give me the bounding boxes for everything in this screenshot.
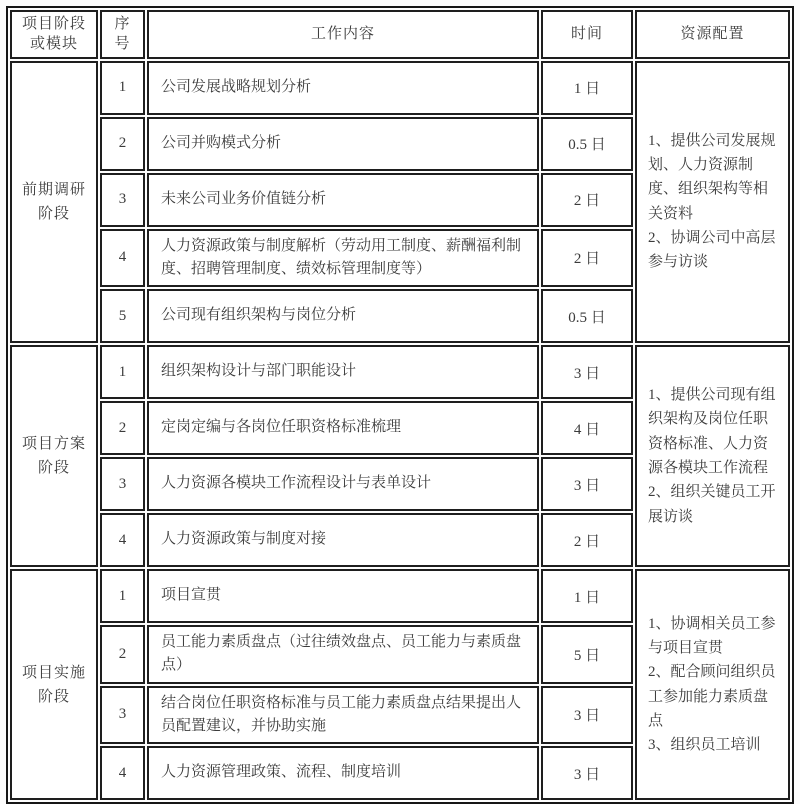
phase-cell-research: 前期调研阶段 xyxy=(10,61,98,344)
time-cell: 0.5 日 xyxy=(541,289,633,343)
row-number-cell: 1 xyxy=(100,345,145,399)
time-cell: 3 日 xyxy=(541,457,633,511)
row-number-cell: 2 xyxy=(100,625,145,684)
work-content-cell: 结合岗位任职资格标准与员工能力素质盘点结果提出人员配置建议，并协助实施 xyxy=(147,686,539,745)
time-cell: 1 日 xyxy=(541,569,633,623)
resource-item: 3、组织员工培训 xyxy=(648,737,761,754)
time-cell: 4 日 xyxy=(541,401,633,455)
resource-item: 2、配合顾问组织员工参加能力素质盘点 xyxy=(648,664,776,729)
row-number-cell: 2 xyxy=(100,401,145,455)
resource-item: 1、协调相关员工参与项目宣贯 xyxy=(648,615,776,656)
work-content-cell: 公司并购模式分析 xyxy=(147,117,539,171)
resource-item: 1、提供公司现有组织架构及岗位任职资格标准、人力资源各模块工作流程 xyxy=(648,387,776,476)
row-number-cell: 1 xyxy=(100,61,145,115)
time-cell: 2 日 xyxy=(541,513,633,567)
phase-cell-implementation: 项目实施阶段 xyxy=(10,569,98,800)
row-number-cell: 1 xyxy=(100,569,145,623)
header-resource: 资源配置 xyxy=(635,10,790,59)
work-content-cell: 人力资源政策与制度解析（劳动用工制度、薪酬福利制度、招聘管理制度、绩效标管理制度等） xyxy=(147,229,539,288)
work-content-cell: 公司现有组织架构与岗位分析 xyxy=(147,289,539,343)
row-number-cell: 5 xyxy=(100,289,145,343)
time-cell: 3 日 xyxy=(541,686,633,745)
resource-cell-research xyxy=(635,61,790,344)
phase-cell-design: 项目方案阶段 xyxy=(10,345,98,567)
resource-cell-design xyxy=(635,345,790,567)
work-content-cell: 项目宣贯 xyxy=(147,569,539,623)
time-cell: 2 日 xyxy=(541,173,633,227)
resource-item: 2、组织关键员工开展访谈 xyxy=(648,484,776,525)
table-row xyxy=(10,345,790,399)
work-content-cell: 未来公司业务价值链分析 xyxy=(147,173,539,227)
work-content-cell: 人力资源政策与制度对接 xyxy=(147,513,539,567)
row-number-cell: 4 xyxy=(100,229,145,288)
project-plan-table xyxy=(6,6,794,804)
time-cell: 5 日 xyxy=(541,625,633,684)
work-content-cell: 人力资源管理政策、流程、制度培训 xyxy=(147,746,539,800)
table-row xyxy=(10,61,790,115)
resource-item: 2、协调公司中高层参与访谈 xyxy=(648,230,776,271)
row-number-cell: 3 xyxy=(100,457,145,511)
row-number-cell: 4 xyxy=(100,513,145,567)
header-content: 工作内容 xyxy=(147,10,539,59)
time-cell: 3 日 xyxy=(541,746,633,800)
resource-cell-implementation xyxy=(635,569,790,800)
time-cell: 1 日 xyxy=(541,61,633,115)
header-row xyxy=(10,10,790,59)
time-cell: 0.5 日 xyxy=(541,117,633,171)
header-no: 序号 xyxy=(100,10,145,59)
row-number-cell: 3 xyxy=(100,173,145,227)
work-content-cell: 人力资源各模块工作流程设计与表单设计 xyxy=(147,457,539,511)
row-number-cell: 2 xyxy=(100,117,145,171)
time-cell: 2 日 xyxy=(541,229,633,288)
work-content-cell: 公司发展战略规划分析 xyxy=(147,61,539,115)
resource-item: 1、提供公司发展规划、人力资源制度、组织架构等相关资料 xyxy=(648,132,776,222)
row-number-cell: 3 xyxy=(100,686,145,745)
header-time: 时间 xyxy=(541,10,633,59)
work-content-cell: 员工能力素质盘点（过往绩效盘点、员工能力与素质盘点） xyxy=(147,625,539,684)
work-content-cell: 组织架构设计与部门职能设计 xyxy=(147,345,539,399)
work-content-cell: 定岗定编与各岗位任职资格标准梳理 xyxy=(147,401,539,455)
header-phase: 项目阶段或模块 xyxy=(10,10,98,59)
time-cell: 3 日 xyxy=(541,345,633,399)
table-row xyxy=(10,569,790,623)
row-number-cell: 4 xyxy=(100,746,145,800)
